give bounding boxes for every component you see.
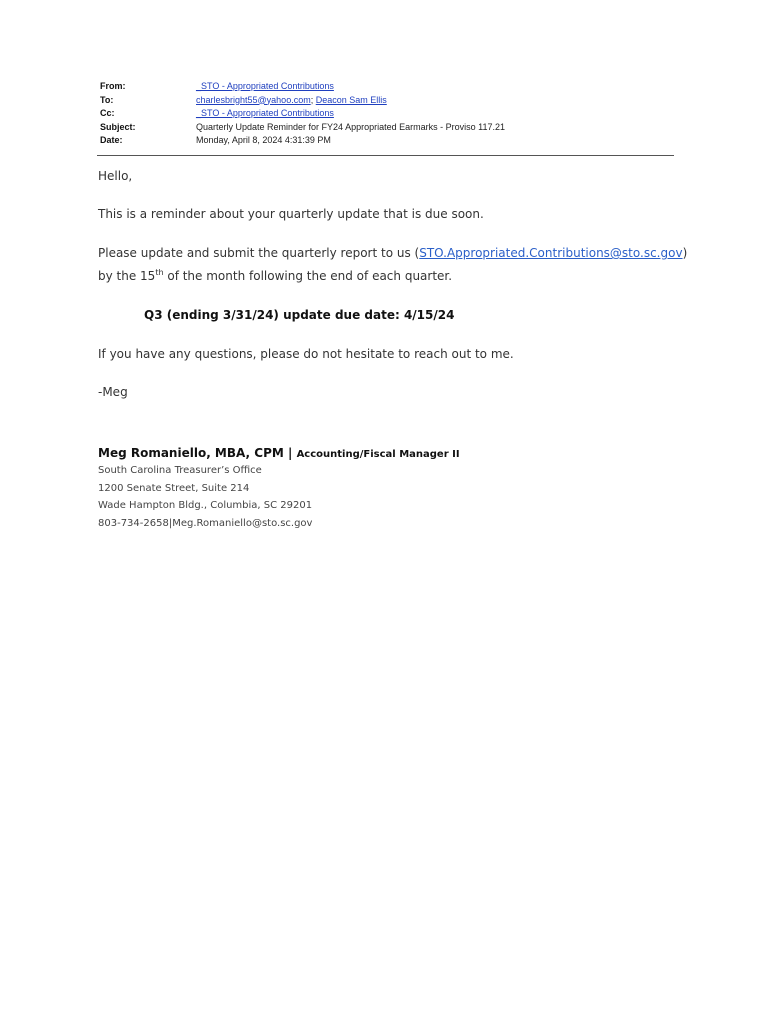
subject-label: Subject: bbox=[100, 121, 136, 132]
deadline-text-pre: by the 15 bbox=[98, 269, 156, 283]
to-recipient-link[interactable]: charlesbright55@yahoo.com bbox=[196, 94, 311, 105]
header-divider bbox=[97, 155, 674, 156]
signature-address-line-2: Wade Hampton Bldg., Columbia, SC 29201 bbox=[98, 500, 313, 511]
from-row bbox=[100, 80, 674, 94]
due-date-text: Q3 (ending 3/31/24) update due date: 4/15/24 bbox=[144, 308, 455, 322]
from-value bbox=[196, 80, 334, 94]
subject-value: Quarterly Update Reminder for FY24 Appropriated Earmarks - Proviso 117.21 bbox=[196, 121, 505, 132]
update-text-pre: Please update and submit the quarterly report to us ( bbox=[98, 246, 420, 260]
date-row bbox=[100, 134, 674, 148]
deadline-text-post: of the month following the end of each quarter. bbox=[163, 269, 453, 283]
update-text-post: ) bbox=[682, 246, 688, 260]
signature-name-line bbox=[98, 442, 460, 462]
date-label: Date: bbox=[100, 135, 123, 146]
signature-office: South Carolina Treasurer’s Office bbox=[98, 465, 262, 476]
cc-link[interactable]: _STO - Appropriated Contributions bbox=[196, 108, 334, 119]
to-label: To: bbox=[100, 94, 114, 105]
update-instruction-line bbox=[98, 242, 687, 265]
signature-separator: | bbox=[283, 446, 297, 460]
subject-row bbox=[100, 121, 674, 135]
email-header bbox=[100, 80, 674, 148]
greeting-text: Hello, bbox=[98, 169, 133, 183]
signature-contact: 803-734-2658|Meg.Romaniello@sto.sc.gov bbox=[98, 517, 313, 529]
cc-label: Cc: bbox=[100, 108, 115, 119]
reminder-text: This is a reminder about your quarterly update that is due soon. bbox=[98, 207, 484, 221]
to-separator: ; bbox=[310, 94, 314, 105]
update-deadline-line bbox=[98, 265, 452, 288]
to-recipient-link[interactable]: Deacon Sam Ellis bbox=[315, 94, 387, 105]
signature-address-line-1: 1200 Senate Street, Suite 214 bbox=[98, 482, 250, 494]
signature-name: Meg Romaniello, MBA, CPM bbox=[98, 446, 284, 460]
ordinal-suffix: th bbox=[155, 268, 164, 277]
questions-text: If you have any questions, please do not hesitate to reach out to me. bbox=[98, 347, 514, 361]
to-value bbox=[196, 94, 387, 108]
date-value: Monday, April 8, 2024 4:31:39 PM bbox=[196, 135, 331, 146]
cc-row bbox=[100, 107, 674, 121]
to-row bbox=[100, 94, 674, 108]
contributions-email-link[interactable]: STO.Appropriated.Contributions@sto.sc.gov bbox=[419, 246, 683, 260]
email-signature bbox=[98, 442, 460, 532]
signoff-text: -Meg bbox=[98, 385, 128, 399]
from-label: From: bbox=[100, 81, 126, 91]
from-link[interactable]: _STO - Appropriated Contributions bbox=[196, 81, 334, 91]
signature-title: Accounting/Fiscal Manager II bbox=[296, 449, 460, 460]
cc-value bbox=[196, 107, 334, 121]
